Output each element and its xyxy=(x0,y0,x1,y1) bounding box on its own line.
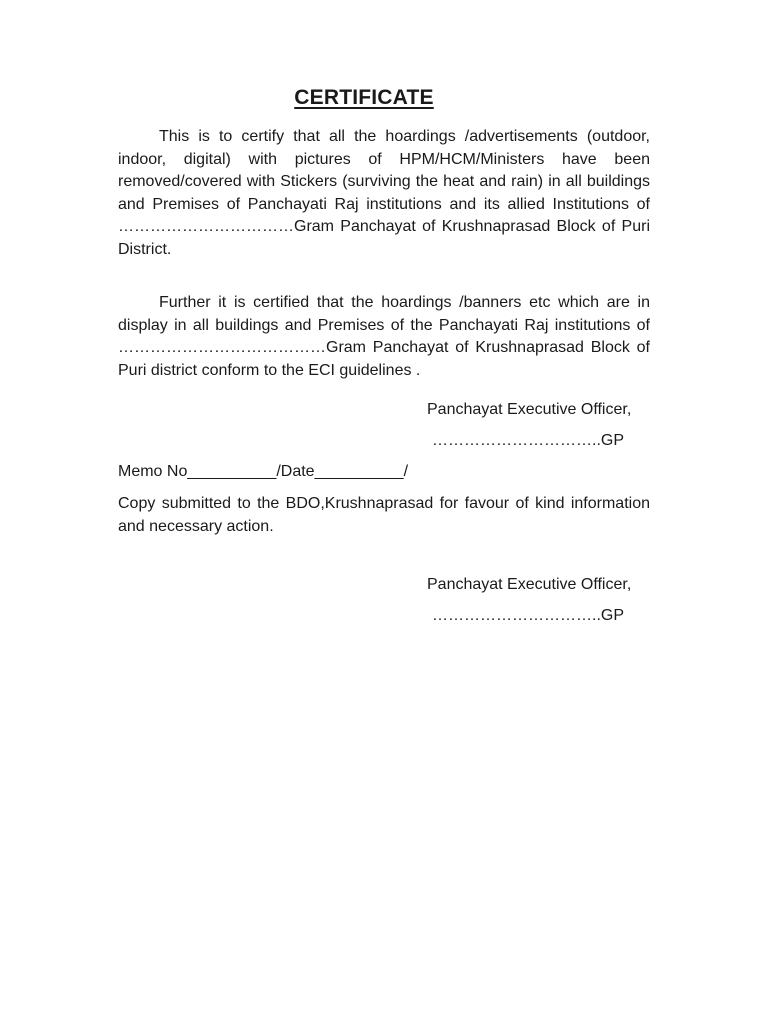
signature-designation-2: Panchayat Executive Officer, xyxy=(427,576,632,593)
signature-gp-line-2: …………………………..GP xyxy=(432,607,625,624)
memo-line: Memo No__________/Date__________/ xyxy=(118,463,409,480)
signature-gp-line-1: …………………………..GP xyxy=(432,432,625,449)
certification-paragraph-1: This is to certify that all the hoardings /advertisements (outdoor, indoor, digital) with pictures of HPM/HCM/Ministers have been removed/covered with Stickers (surviving the heat and rain) in all buildings and Premises of Panchayati Raj institutions and its allied Institutions of ……………………………Gram Panchayat of Krushnaprasad Block of Puri District. xyxy=(118,128,650,258)
certification-paragraph-2: Further it is certified that the hoardings /banners etc which are in display in all buildings and Premises of the Panchayati Raj institutions of …………………………………Gram Panchayat of Krushnaprasad Block of Puri district conform to the ECI guidelines . xyxy=(118,294,650,379)
signature-designation-1: Panchayat Executive Officer, xyxy=(427,401,632,418)
copy-submitted-line: Copy submitted to the BDO,Krushnaprasad for favour of kind information and necessary action. xyxy=(118,495,650,535)
certificate-title: CERTIFICATE xyxy=(294,86,434,109)
